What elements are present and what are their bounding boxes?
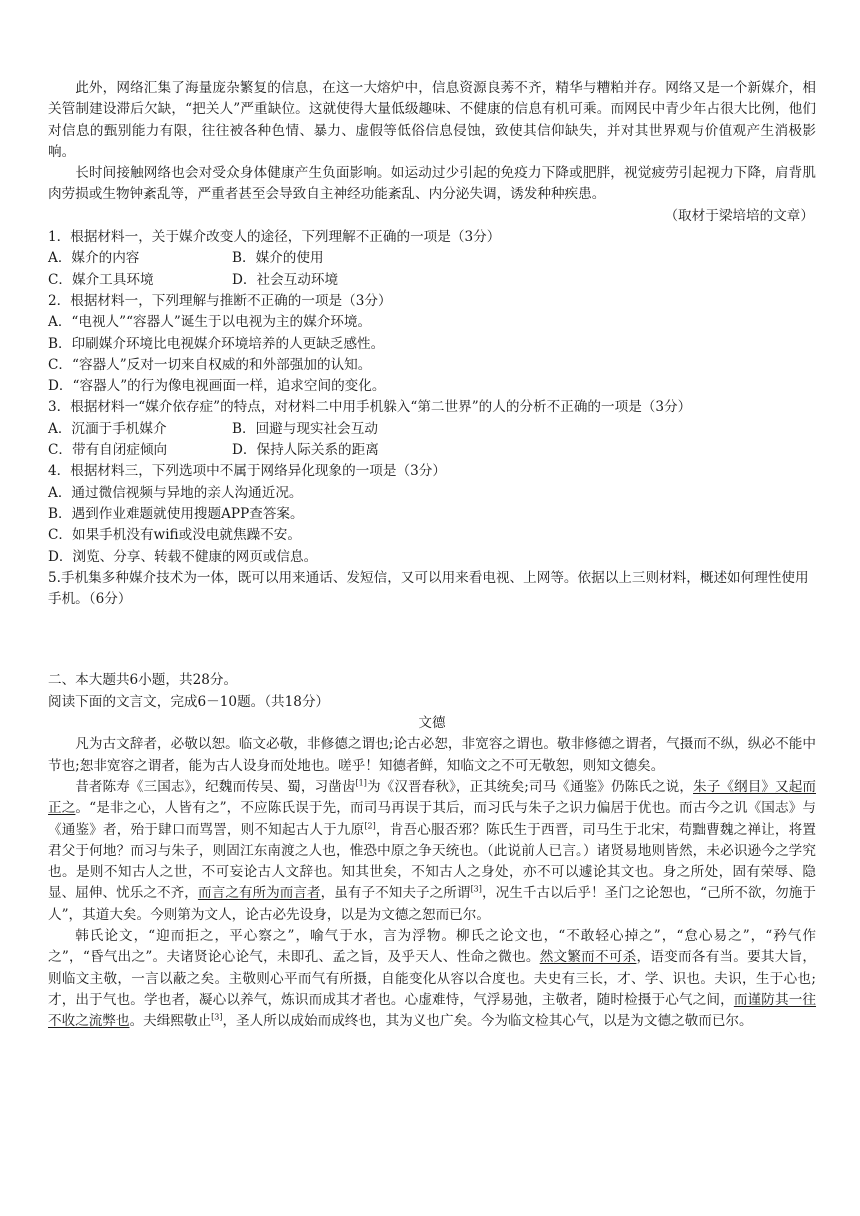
footnote-marker: [3]: [470, 884, 482, 894]
essay-text: 昔者陈寿《三国志》，纪魏而传吴、蜀，习凿齿: [75, 778, 356, 795]
q3-option-b: B．回避与现实社会互动: [232, 420, 378, 437]
underlined-sentence: 而言之有所为而言者: [197, 885, 321, 902]
footnote-marker: [2]: [364, 820, 376, 830]
underlined-sentence: 然文繁而不可杀: [539, 949, 637, 966]
q4-option-d: D．浏览、分享、转载不健康的网页或信息。: [48, 548, 318, 565]
blank-space: [48, 610, 816, 670]
q1-option-d: D．社会互动环境: [232, 271, 339, 288]
q1-option-c: C．媒介工具环境: [48, 271, 154, 288]
essay-paragraph-3: [48, 926, 816, 1032]
underlined-sentence: 朱子《纲目》又起而正之: [48, 778, 817, 817]
essay-text: ，语变而各有当。要其大旨，则临文主敬，一言以蔽之矣。主敬则心平而气有所摄，自能变化从容以合度也。夫史有三长，才、学、识也。夫识，生于心也;才，出于气也。学也者，凝心以养气，炼识而成其才者也。心虚难恃，气浮易弛，主敬者，随时检摄于心气之间，: [48, 949, 817, 1008]
essay-paragraph-2: [48, 777, 816, 926]
q3-option-d: D．保持人际关系的距离: [232, 442, 379, 459]
question-3-options-row-2: [48, 440, 816, 461]
q1-option-b: B．媒介的使用: [232, 250, 324, 267]
passage-source: （取材于梁培培的文章）: [664, 207, 814, 224]
essay-text: ，况生千古以后乎！圣门之论恕也，“己所不欲，勿施于人”，其道大矣。今则第为文人，论古必先设身，以是为文德之恕而已尔。: [48, 885, 817, 923]
q3-option-c: C．带有自闭症倾向: [48, 442, 168, 459]
q2-option-d: D．“容器人”的行为像电视画面一样，追求空间的变化。: [48, 378, 386, 395]
q3-option-a: A．沉湎于手机媒介: [48, 420, 167, 437]
footnote-marker: [3]: [211, 1012, 223, 1022]
essay-text: 。夫缉熙敬止: [129, 1013, 212, 1030]
question-1-options-row-1: [48, 248, 816, 269]
passage-paragraph: 此外，网络汇集了海量庞杂繁复的信息，在这一大熔炉中，信息资源良莠不齐，精华与糟粕并存。网络又是一个新媒介，相关管制建设滞后欠缺，“把关人”严重缺位。这就使得大量低级趣味、不健康的信息有机可乘。而网民中青少年占很大比例，他们对信息的甄别能力有限，往往被各种色情、暴力、虚假等低俗信息侵蚀，致使其信仰缺失，并对其世界观与价值观产生消极影响。: [48, 80, 816, 160]
essay-paragraph-1: 凡为古文辞者，必敬以恕。临文必敬，非修德之谓也;论古必恕，非宽容之谓也。敬非修德之谓者，气摄而不纵，纵必不能中节也;恕非宽容之谓者，能为古人设身而处地也。嗟乎！知德者鲜，知临文之不可无敬恕，则知文德矣。: [48, 736, 816, 774]
passage-paragraph: 长时间接触网络也会对受众身体健康产生负面影响。如运动过少引起的免疫力下降或肥胖，视觉疲劳引起视力下降，肩背肌肉劳损或生物钟紊乱等，严重者甚至会导致自主神经功能紊乱、内分泌失调，诱发种种疾患。: [48, 165, 816, 203]
question-5-stem: 5.手机集多种媒介技术为一体，既可以用来通话、发短信，又可以用来看电视、上网等。依据以上三则材料，概述如何理性使用手机。（6分）: [48, 569, 809, 608]
essay-text: ，虽有子不知夫子之所谓: [320, 885, 471, 902]
question-3-stem: 3．根据材料一“媒介依存症”的特点，对材料二中用手机躲入“第二世界”的人的分析不正确的一项是（3分）: [48, 399, 692, 416]
q2-option-c: C．“容器人”反对一切来自权威的和外部强加的认知。: [48, 356, 372, 373]
q1-option-a: A．媒介的内容: [48, 250, 140, 267]
q2-option-b: B．印刷媒介环境比电视媒介环境培养的人更缺乏感性。: [48, 335, 385, 352]
question-1-stem: 1．根据材料一，关于媒介改变人的途径，下列理解不正确的一项是（3分）: [48, 229, 501, 246]
essay-text: ，肯吾心服否邪？陈氏生于西晋，司马生于北宋，苟黜曹魏之禅让，将置君父于何地？而习与朱子，则固江东南渡之人也，惟恐中原之争天统也。（此说前人已言。）诸贤易地则皆然，未必识逊今之学究也。是则不知古人之世，不可妄论古人文辞也。知其世矣，不知古人之身处，亦不可以遽论其文也。身之所处，固有荣辱、隐显、屈伸、忧乐之不齐，: [48, 821, 816, 902]
underlined-sentence: 而谨防其一往不收之流弊也: [48, 991, 817, 1030]
q2-option-a: A．“电视人”“容器人”诞生于以电视为主的媒介环境。: [48, 314, 372, 331]
question-3-options-row-1: [48, 419, 816, 440]
question-4-stem: 4．根据材料三，下列选项中不属于网络异化现象的一项是（3分）: [48, 463, 446, 480]
q4-option-a: A．通过微信视频与异地的亲人沟通近况。: [48, 484, 303, 501]
section-heading: 二、本大题共6小题，共28分。: [48, 672, 238, 689]
question-1-options-row-2: [48, 270, 816, 291]
essay-title: 文德: [418, 715, 446, 732]
question-2-stem: 2．根据材料一，下列理解与推断不正确的一项是（3分）: [48, 292, 392, 309]
q4-option-b: B．遇到作业难题就使用搜题APP查答案。: [48, 505, 304, 522]
essay-text: ，圣人所以成始而成终也，其为义也广矣。今为临文检其心气，以是为文德之敬而已尔。: [222, 1013, 753, 1030]
essay-text: 韩氏论文，“迎而拒之，平心察之”，喻气于水，言为浮物。柳氏之论文也，“不敢轻心掉之”，“怠心易之”，“矜气作之”，“昏气出之”。夫诸贤论心论气，未即孔、孟之旨，及乎天人、性命之微也。: [48, 927, 816, 966]
q4-option-c: C．如果手机没有wifi或没电就焦躁不安。: [48, 527, 301, 544]
essay-text: 为《汉晋春秋》，正其统矣;司马《通鉴》仍陈氏之说，: [366, 778, 694, 795]
footnote-marker: [1]: [355, 778, 367, 788]
section-instruction: 阅读下面的文言文，完成6－10题。（共18分）: [48, 693, 330, 710]
essay-text: 。“是非之心，人皆有之”，不应陈氏误于先，而司马再误于其后，而习氏与朱子之识力偏居于优也。而古今之讥《国志》与《通鉴》者，殆于肆口而骂詈，则不知起古人于九原: [48, 800, 816, 838]
